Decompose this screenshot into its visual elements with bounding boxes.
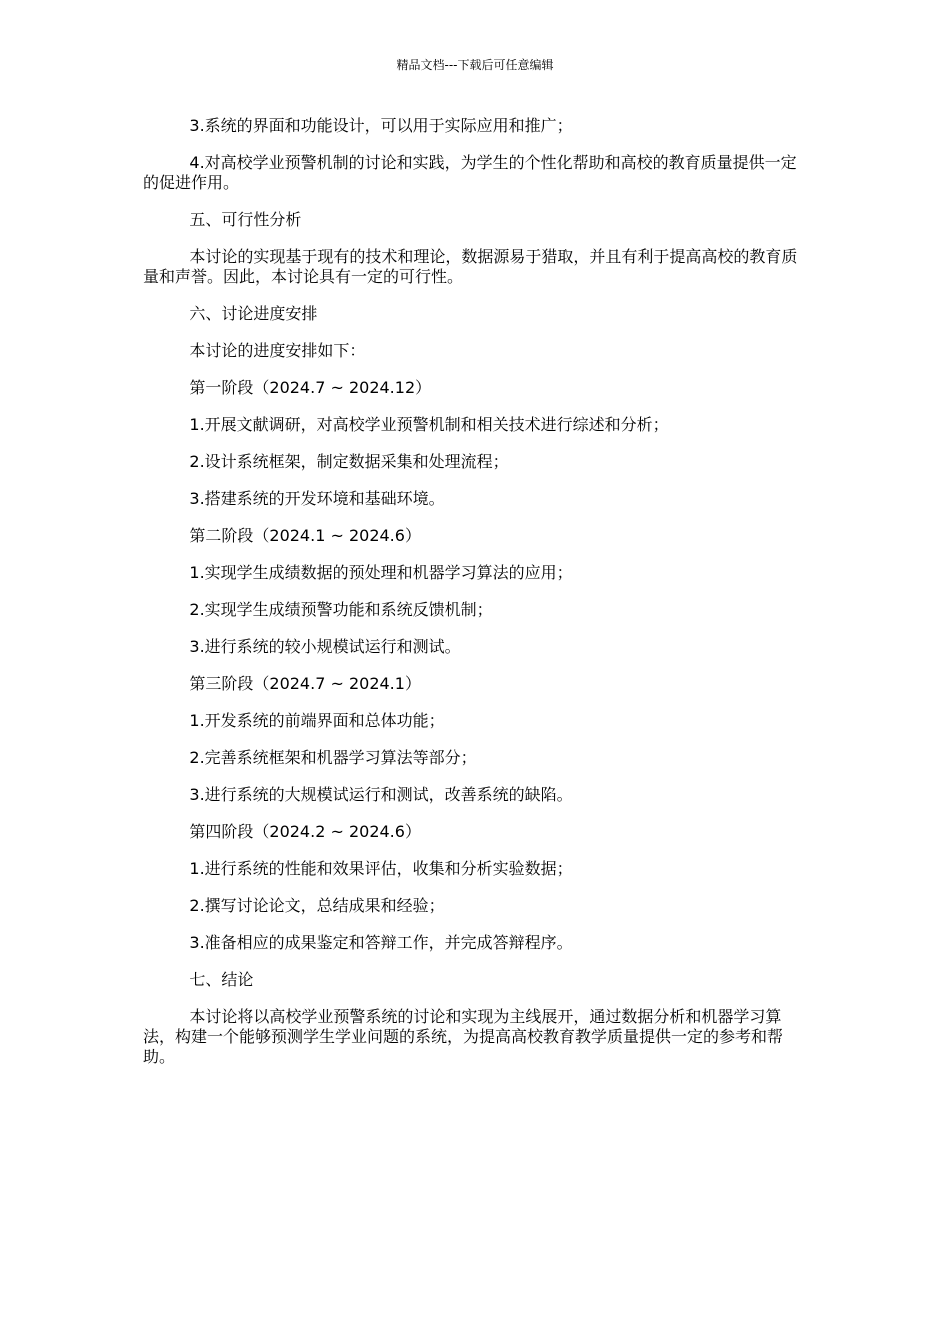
list-item: 3.系统的界面和功能设计，可以用于实际应用和推广； — [189, 116, 573, 135]
paragraph: 本讨论的实现基于现有的技术和理论，数据源易于猎取，并且有利于提高高校的教育质量和声誉。因此，本讨论具有一定的可行性。 — [143, 247, 798, 286]
list-item: 2.实现学生成绩预警功能和系统反馈机制； — [189, 600, 493, 619]
phase-heading: 第二阶段（2024.1 ~ 2024.6） — [189, 526, 421, 545]
page-header: 精品文档---下载后可任意编辑 — [396, 58, 554, 72]
list-item: 2.撰写讨论论文，总结成果和经验； — [189, 896, 445, 915]
list-item: 2.设计系统框架，制定数据采集和处理流程； — [189, 452, 509, 471]
list-item: 1.开展文献调研，对高校学业预警机制和相关技术进行综述和分析； — [189, 415, 669, 434]
paragraph: 本讨论将以高校学业预警系统的讨论和实现为主线展开，通过数据分析和机器学习算法，构建一个能够预测学生学业问题的系统，为提高高校教育教学质量提供一定的参考和帮助。 — [143, 1007, 784, 1066]
list-item: 3.进行系统的大规模试运行和测试，改善系统的缺陷。 — [189, 785, 573, 804]
section-heading: 六、讨论进度安排 — [189, 304, 318, 323]
document-body — [143, 116, 805, 1084]
list-item: 3.搭建系统的开发环境和基础环境。 — [189, 489, 445, 508]
list-item: 1.进行系统的性能和效果评估，收集和分析实验数据； — [189, 859, 573, 878]
list-item: 1.实现学生成绩数据的预处理和机器学习算法的应用； — [189, 563, 573, 582]
list-item: 3.进行系统的较小规模试运行和测试。 — [189, 637, 461, 656]
list-item: 4.对高校学业预警机制的讨论和实践，为学生的个性化帮助和高校的教育质量提供一定的促进作用。 — [143, 153, 797, 192]
section-heading: 五、可行性分析 — [189, 210, 302, 229]
phase-heading: 第一阶段（2024.7 ~ 2024.12） — [189, 378, 432, 397]
list-item: 3.准备相应的成果鉴定和答辩工作，并完成答辩程序。 — [189, 933, 573, 952]
section-heading: 七、结论 — [189, 970, 254, 989]
phase-heading: 第三阶段（2024.7 ~ 2024.1） — [189, 674, 421, 693]
paragraph: 本讨论的进度安排如下： — [189, 341, 366, 360]
list-item: 2.完善系统框架和机器学习算法等部分； — [189, 748, 477, 767]
list-item: 1.开发系统的前端界面和总体功能； — [189, 711, 445, 730]
phase-heading: 第四阶段（2024.2 ~ 2024.6） — [189, 822, 421, 841]
